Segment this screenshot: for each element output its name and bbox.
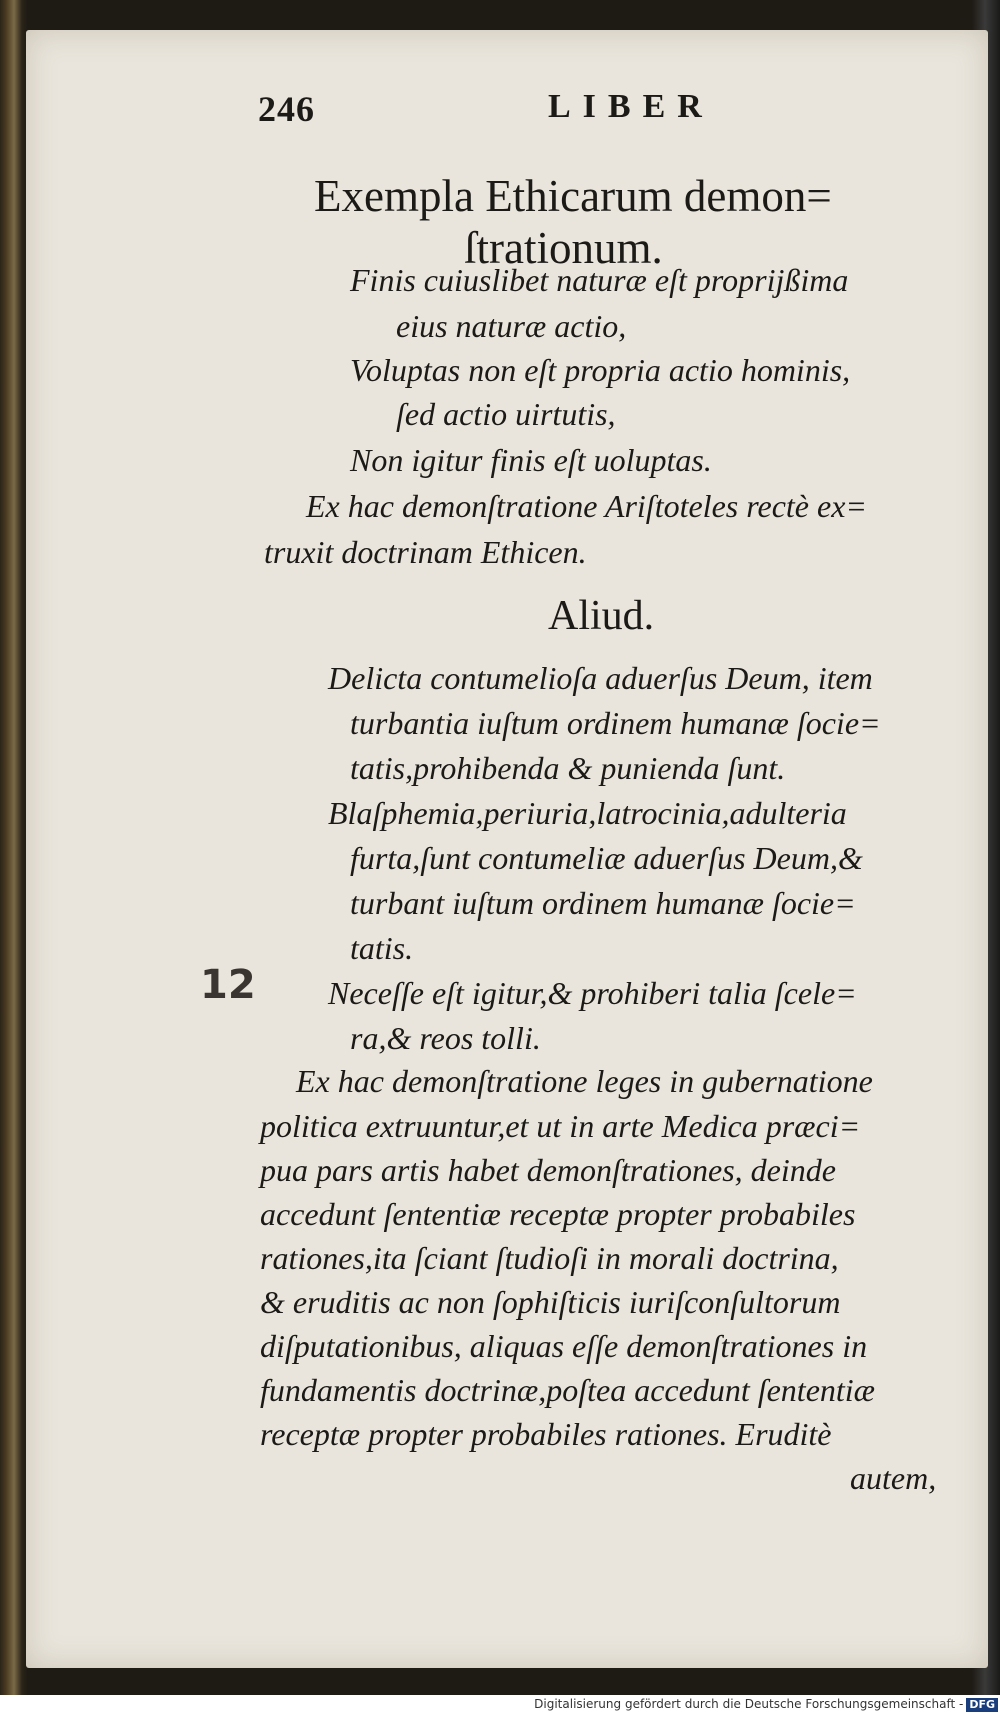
- text-line: turbant iuſtum ordinem humanæ ſocie=: [350, 885, 856, 921]
- running-head: LIBER: [548, 88, 714, 125]
- text-line: accedunt ſententiæ receptæ propter probabiles: [260, 1196, 856, 1232]
- heading-line-1: Exempla Ethicarum demon=: [314, 171, 832, 221]
- text-line: Non igitur finis eſt uoluptas.: [350, 442, 712, 478]
- text-line: & eruditis ac non ſophiſticis iuriſconſultorum: [260, 1284, 841, 1320]
- text-line: furta,ſunt contumeliæ aduerſus Deum,&: [350, 840, 863, 876]
- footer-credit: [0, 1695, 1000, 1713]
- text-line: turbantia iuſtum ordinem humanæ ſocie=: [350, 705, 881, 741]
- text-line: Ex hac demonſtratione leges in gubernatione: [296, 1063, 873, 1099]
- text-line: politica extruuntur,et ut in arte Medica præci=: [260, 1108, 861, 1144]
- page-number: 246: [258, 89, 315, 129]
- margin-mark: 12: [200, 962, 256, 1008]
- text-line: tatis.: [350, 930, 414, 966]
- text-line: receptæ propter probabiles rationes. Eruditè: [260, 1416, 832, 1452]
- text-line: ra,& reos tolli.: [350, 1020, 541, 1056]
- footer-credit-text: Digitalisierung gefördert durch die Deutsche Forschungsgemeinschaft -: [534, 1697, 964, 1711]
- text-line: Ex hac demonſtratione Ariſtoteles rectè ex=: [306, 488, 867, 524]
- text-line: Neceſſe eſt igitur,& prohiberi talia ſcele=: [328, 975, 857, 1011]
- dfg-logo: DFG: [966, 1698, 998, 1712]
- text-line: Blaſphemia,periuria,latrocinia,adulteria: [328, 795, 847, 831]
- catchword: autem,: [850, 1460, 937, 1496]
- text-line: pua pars artis habet demonſtrationes, deinde: [260, 1152, 836, 1188]
- heading-line-2: ſtrationum.: [464, 223, 663, 273]
- subheading: Aliud.: [548, 593, 655, 639]
- text-line: fundamentis doctrinæ,poſtea accedunt ſententiæ: [260, 1372, 876, 1408]
- text-line: truxit doctrinam Ethicen.: [264, 534, 587, 570]
- text-line: Voluptas non eſt propria actio hominis,: [350, 352, 851, 388]
- text-line: Delicta contumelioſa aduerſus Deum, item: [328, 660, 873, 696]
- text-line: rationes,ita ſciant ſtudioſi in morali doctrina,: [260, 1240, 839, 1276]
- text-line: Finis cuiuslibet naturæ eſt proprijßima: [350, 262, 849, 298]
- text-line: diſputationibus, aliquas eſſe demonſtrationes in: [260, 1328, 868, 1364]
- text-line: tatis,prohibenda & punienda ſunt.: [350, 750, 786, 786]
- text-line: ſed actio uirtutis,: [396, 396, 616, 432]
- text-line: eius naturæ actio,: [396, 308, 627, 344]
